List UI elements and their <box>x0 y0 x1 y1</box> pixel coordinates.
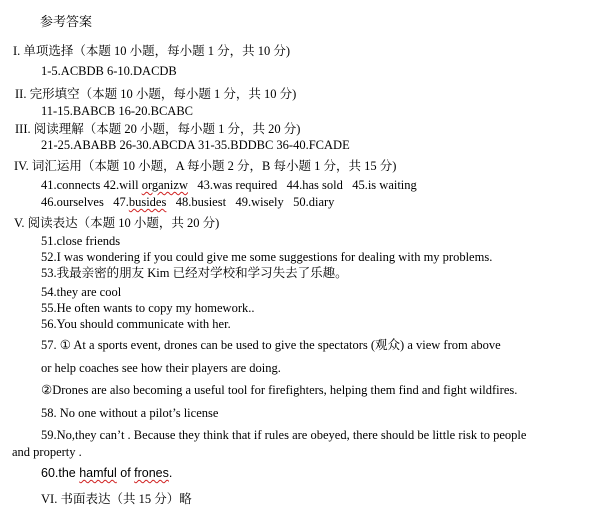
section-4-row-2 <box>41 194 334 210</box>
answer-48: 48.busiest <box>175 195 227 209</box>
answer-42 <box>103 178 188 192</box>
answer-50: 50.diary <box>293 195 335 209</box>
answer-45: 45.is waiting <box>352 178 417 192</box>
answer-51: 51.close friends <box>41 234 121 248</box>
answer-59-line-2: and property . <box>12 445 82 459</box>
answer-43: 43.was required <box>197 178 278 192</box>
answer-58: 58. No one without a pilot’s license <box>41 406 219 420</box>
answer-57-line-1: 57. ① At a sports event, drones can be used to give the spectators (观众) a view from above <box>41 338 501 352</box>
section-6-heading: VI. 书面表达（共 15 分）略 <box>41 492 192 506</box>
answer-60-mid: of <box>116 466 135 480</box>
answer-60-suffix: . <box>168 466 173 480</box>
section-4-heading: IV. 词汇运用（本题 10 小题，A 每小题 2 分，B 每小题 1 分，共 15 分) <box>14 159 397 173</box>
answer-60-prefix: 60.the <box>41 466 80 480</box>
answer-44: 44.has sold <box>286 178 343 192</box>
section-2-heading: II. 完形填空（本题 10 小题，每小题 1 分，共 10 分) <box>15 87 297 101</box>
answer-42-word: organizw <box>141 178 188 192</box>
answer-59-line-1: 59.No,they can’t . Because they think that if rules are obeyed, there should be little risk to people <box>41 428 527 442</box>
answer-55: 55.He often wants to copy my homework.. <box>41 301 255 315</box>
answer-49: 49.wisely <box>235 195 284 209</box>
answer-54: 54.they are cool <box>41 285 122 299</box>
answer-60-word-1: hamful <box>79 466 117 480</box>
answer-56: 56.You should communicate with her. <box>41 317 231 331</box>
answer-41: 41.connects <box>41 178 101 192</box>
answer-53: 53.我最亲密的朋友 Kim 已经对学校和学习失去了乐趣。 <box>41 266 348 280</box>
section-1-heading: I. 单项选择（本题 10 小题，每小题 1 分，共 10 分) <box>13 44 291 58</box>
section-2-answers: 11-15.BABCB 16-20.BCABC <box>41 104 193 118</box>
answer-60-word-2: frones <box>134 466 169 480</box>
answer-52: 52.I was wondering if you could give me some suggestions for dealing with my problems. <box>41 250 493 264</box>
answer-42-prefix: 42.will <box>103 178 142 192</box>
answer-47-prefix: 47. <box>113 195 129 209</box>
section-4-row-1 <box>41 177 417 193</box>
answer-47-word: busides <box>128 195 167 209</box>
answer-57-line-2: or help coaches see how their players are doing. <box>41 361 281 375</box>
section-1-answers: 1-5.ACBDB 6-10.DACDB <box>41 64 177 78</box>
section-3-answers: 21-25.ABABB 26-30.ABCDA 31-35.BDDBC 36-40.FCADE <box>41 138 350 152</box>
section-3-heading: III. 阅读理解（本题 20 小题，每小题 1 分，共 20 分) <box>15 122 301 136</box>
page-title: 参考答案 <box>40 14 93 29</box>
answer-46: 46.ourselves <box>41 195 104 209</box>
answer-60 <box>41 465 172 481</box>
answer-47 <box>113 195 166 209</box>
section-5-heading: V. 阅读表达（本题 10 小题，共 20 分) <box>14 216 220 230</box>
answer-57-line-3: ②Drones are also becoming a useful tool for firefighters, helping them find and fight wildfires. <box>41 383 518 397</box>
